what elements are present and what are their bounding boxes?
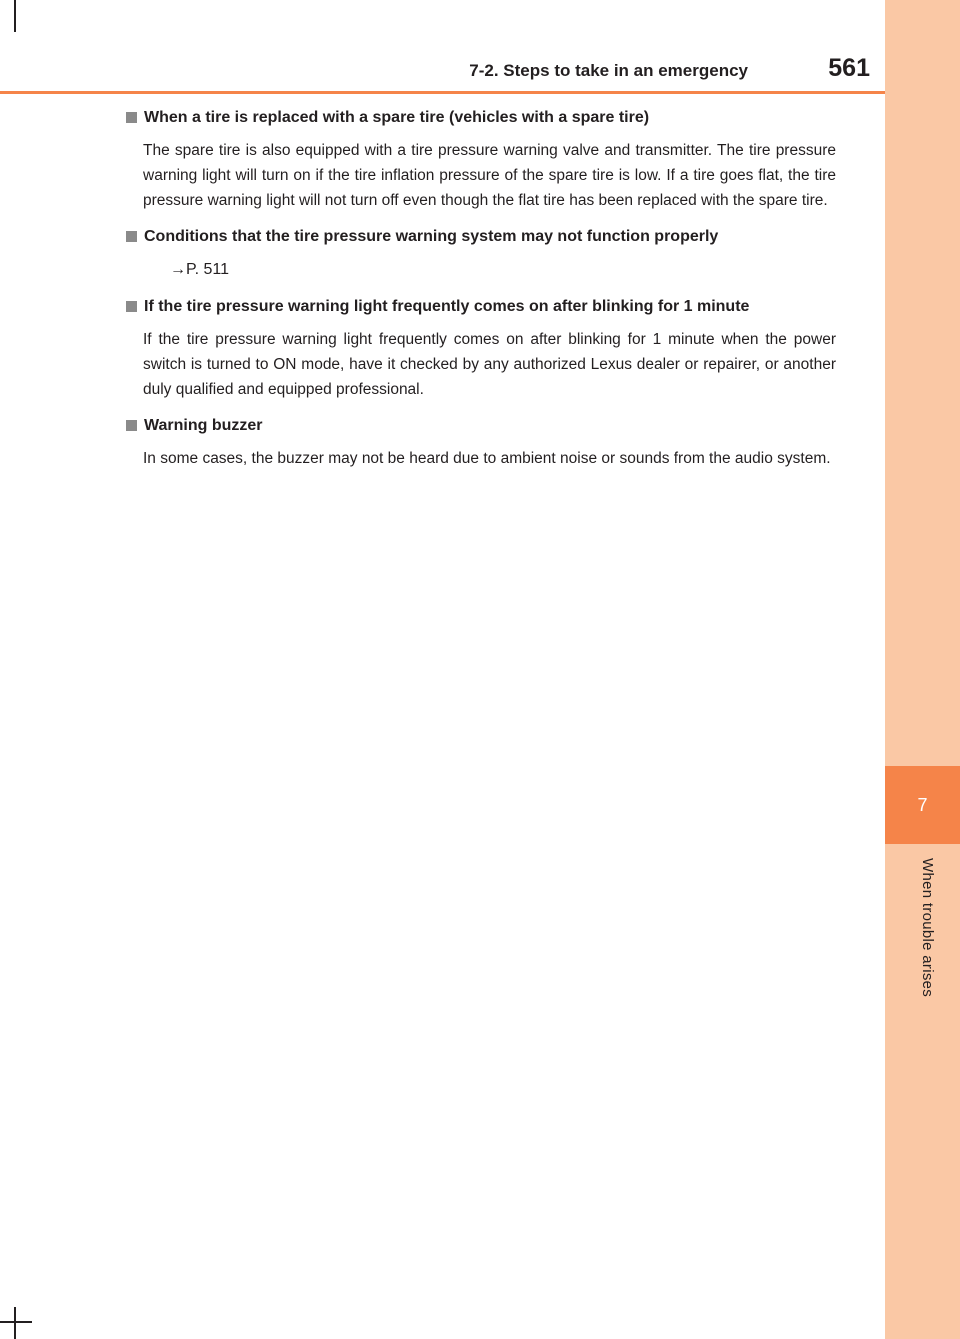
section-heading: [126, 225, 836, 249]
crop-mark-top-left-v: [14, 0, 16, 32]
page-number: 561: [828, 54, 870, 82]
chapter-title: When trouble arises: [919, 858, 936, 998]
section-heading-text: Conditions that the tire pressure warning system may not function properly: [144, 228, 719, 245]
crop-mark-bottom-left-h: [0, 1321, 32, 1323]
page-content: [126, 106, 836, 483]
header-rule: [0, 91, 885, 94]
section-heading: [126, 106, 836, 130]
section-body: The spare tire is also equipped with a tire pressure warning valve and transmitter. The tire pressure warning light will turn on if the tire inflation pressure of the spare tire is low. If a tire goes flat, the tire pressure warning light will not turn off even though the flat tire has been replaced with the spare tire.: [143, 142, 836, 209]
section-heading-text: Warning buzzer: [144, 417, 263, 434]
chapter-number: 7: [917, 794, 928, 815]
square-bullet-icon: [126, 420, 137, 431]
section-heading: [126, 414, 836, 438]
chapter-number-box: [885, 766, 960, 844]
section-heading: [126, 295, 836, 319]
section-heading-text: If the tire pressure warning light frequently comes on after blinking for 1 minute: [144, 298, 750, 315]
square-bullet-icon: [126, 112, 137, 123]
section-body: If the tire pressure warning light frequently comes on after blinking for 1 minute when the power switch is turned to ON mode, have it checked by any authorized Lexus dealer or repairer, or another duly qualified and equipped professional.: [143, 331, 836, 398]
square-bullet-icon: [126, 231, 137, 242]
section-header: 7-2. Steps to take in an emergency: [469, 61, 748, 80]
square-bullet-icon: [126, 301, 137, 312]
page-reference-link[interactable]: →P. 511: [170, 261, 230, 278]
crop-mark-bottom-left-v: [14, 1307, 16, 1339]
chapter-side-tab: [885, 0, 960, 1339]
section-heading-text: When a tire is replaced with a spare tire (vehicles with a spare tire): [144, 109, 650, 126]
section-body: In some cases, the buzzer may not be heard due to ambient noise or sounds from the audio system.: [143, 450, 831, 467]
